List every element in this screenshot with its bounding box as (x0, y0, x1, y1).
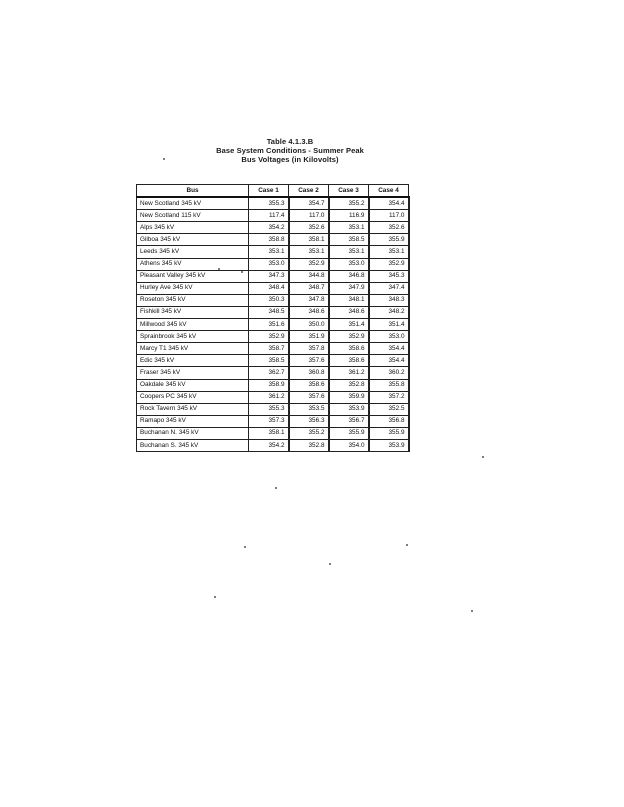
table-row (137, 379, 409, 391)
scan-speck (218, 268, 220, 270)
voltage-cell-case-4: 355.9 (369, 427, 409, 439)
voltage-cell-case-2: 353.1 (289, 246, 329, 258)
voltage-cell-case-2: 357.8 (289, 343, 329, 355)
header-case-2: Case 2 (289, 185, 329, 198)
table-title: Table 4.1.3.B (266, 137, 314, 146)
table-row (137, 222, 409, 234)
voltage-cell-case-4: 117.0 (369, 210, 409, 222)
voltage-cell-case-3: 358.6 (329, 343, 369, 355)
table-row (137, 415, 409, 427)
voltage-cell-case-1: 347.3 (249, 270, 289, 282)
voltage-cell-case-2: 357.6 (289, 391, 329, 403)
voltage-cell-case-1: 357.3 (249, 415, 289, 427)
bus-name-cell: Athens 345 kV (137, 258, 249, 270)
scan-speck (482, 456, 484, 458)
bus-name-cell: Gilboa 345 kV (137, 234, 249, 246)
voltage-cell-case-4: 353.1 (369, 246, 409, 258)
bus-name-cell: Leeds 345 kV (137, 246, 249, 258)
voltage-cell-case-1: 350.3 (249, 294, 289, 306)
voltage-cell-case-1: 117.4 (249, 210, 289, 222)
voltage-cell-case-4: 352.5 (369, 403, 409, 415)
bus-name-cell: New Scotland 345 kV (137, 197, 249, 210)
voltage-cell-case-3: 353.9 (329, 403, 369, 415)
voltage-cell-case-2: 357.6 (289, 355, 329, 367)
voltage-cell-case-3: 352.9 (329, 331, 369, 343)
table-row (137, 270, 409, 282)
voltage-cell-case-2: 352.8 (289, 439, 329, 451)
table-row (137, 234, 409, 246)
table-row (137, 391, 409, 403)
table-row (137, 294, 409, 306)
voltage-cell-case-4: 356.8 (369, 415, 409, 427)
voltage-cell-case-4: 348.2 (369, 306, 409, 318)
voltage-cell-case-2: 355.2 (289, 427, 329, 439)
voltage-cell-case-2: 356.3 (289, 415, 329, 427)
voltage-cell-case-3: 353.1 (329, 222, 369, 234)
voltage-cell-case-4: 354.4 (369, 197, 409, 210)
table-row (137, 367, 409, 379)
voltage-cell-case-3: 353.0 (329, 258, 369, 270)
bus-name-cell: Buchanan S. 345 kV (137, 439, 249, 451)
scan-speck (329, 563, 331, 565)
voltage-cell-case-2: 354.7 (289, 197, 329, 210)
voltage-cell-case-1: 353.1 (249, 246, 289, 258)
header-bus: Bus (137, 185, 249, 198)
voltage-cell-case-4: 354.4 (369, 343, 409, 355)
bus-name-cell: Alps 345 kV (137, 222, 249, 234)
voltage-cell-case-1: 354.2 (249, 222, 289, 234)
bus-name-cell: Pleasant Valley 345 kV (137, 270, 249, 282)
voltage-cell-case-1: 358.8 (249, 234, 289, 246)
voltage-cell-case-3: 353.1 (329, 246, 369, 258)
voltage-cell-case-2: 358.6 (289, 379, 329, 391)
table-row (137, 319, 409, 331)
voltage-cell-case-2: 344.8 (289, 270, 329, 282)
scan-speck (241, 271, 243, 273)
header-case-3: Case 3 (329, 185, 369, 198)
voltage-cell-case-1: 362.7 (249, 367, 289, 379)
voltage-cell-case-3: 347.9 (329, 282, 369, 294)
table-body (137, 197, 409, 451)
voltage-cell-case-1: 361.2 (249, 391, 289, 403)
scan-speck (244, 546, 246, 548)
voltage-cell-case-1: 354.2 (249, 439, 289, 451)
voltage-cell-case-2: 358.1 (289, 234, 329, 246)
table-header-row (137, 185, 409, 198)
voltage-cell-case-3: 355.2 (329, 197, 369, 210)
voltage-cell-case-3: 116.9 (329, 210, 369, 222)
scan-speck (275, 487, 277, 489)
voltage-cell-case-1: 355.3 (249, 403, 289, 415)
voltage-cell-case-4: 357.2 (369, 391, 409, 403)
table-row (137, 282, 409, 294)
voltage-cell-case-3: 348.6 (329, 306, 369, 318)
voltage-cell-case-1: 358.7 (249, 343, 289, 355)
voltage-cell-case-4: 345.3 (369, 270, 409, 282)
voltage-cell-case-4: 352.9 (369, 258, 409, 270)
voltage-cell-case-2: 351.9 (289, 331, 329, 343)
header-case-1: Case 1 (249, 185, 289, 198)
voltage-cell-case-4: 352.6 (369, 222, 409, 234)
voltage-cell-case-2: 352.9 (289, 258, 329, 270)
voltage-cell-case-3: 358.5 (329, 234, 369, 246)
scan-speck (406, 544, 408, 546)
voltage-cell-case-3: 359.9 (329, 391, 369, 403)
bus-name-cell: Coopers PC 345 kV (137, 391, 249, 403)
voltage-cell-case-1: 352.9 (249, 331, 289, 343)
table-row (137, 427, 409, 439)
voltage-cell-case-3: 354.0 (329, 439, 369, 451)
voltage-cell-case-3: 358.6 (329, 355, 369, 367)
table-row (137, 331, 409, 343)
bus-name-cell: Rock Tavern 345 kV (137, 403, 249, 415)
voltage-cell-case-3: 352.8 (329, 379, 369, 391)
table-row (137, 439, 409, 451)
voltage-cell-case-1: 353.0 (249, 258, 289, 270)
voltage-cell-case-1: 348.5 (249, 306, 289, 318)
table-row (137, 246, 409, 258)
table-caption: Bus Voltages (in Kilovolts) (241, 155, 339, 164)
bus-name-cell: Roseton 345 kV (137, 294, 249, 306)
voltage-cell-case-3: 351.4 (329, 319, 369, 331)
table-row (137, 306, 409, 318)
voltage-cell-case-4: 355.9 (369, 234, 409, 246)
bus-name-cell: Marcy T1 345 kV (137, 343, 249, 355)
table-row (137, 403, 409, 415)
table-row (137, 210, 409, 222)
voltage-cell-case-2: 117.0 (289, 210, 329, 222)
bus-name-cell: Fraser 345 kV (137, 367, 249, 379)
table-subtitle: Base System Conditions - Summer Peak (216, 146, 364, 155)
voltage-cell-case-4: 355.8 (369, 379, 409, 391)
voltage-cell-case-2: 348.7 (289, 282, 329, 294)
voltage-cell-case-2: 348.6 (289, 306, 329, 318)
voltage-cell-case-2: 353.5 (289, 403, 329, 415)
scan-speck (471, 610, 473, 612)
voltage-cell-case-2: 347.8 (289, 294, 329, 306)
voltage-cell-case-1: 358.5 (249, 355, 289, 367)
voltage-cell-case-1: 358.9 (249, 379, 289, 391)
bus-name-cell: Hurley Ave 345 kV (137, 282, 249, 294)
voltage-cell-case-1: 351.6 (249, 319, 289, 331)
voltage-cell-case-2: 352.6 (289, 222, 329, 234)
voltage-cell-case-4: 354.4 (369, 355, 409, 367)
voltage-cell-case-3: 346.8 (329, 270, 369, 282)
table-row (137, 258, 409, 270)
voltage-cell-case-3: 356.7 (329, 415, 369, 427)
table-row (137, 355, 409, 367)
bus-name-cell: Edic 345 kV (137, 355, 249, 367)
voltage-cell-case-3: 355.9 (329, 427, 369, 439)
bus-name-cell: Ramapo 345 kV (137, 415, 249, 427)
voltage-cell-case-1: 355.3 (249, 197, 289, 210)
voltage-cell-case-4: 353.0 (369, 331, 409, 343)
voltage-cell-case-4: 347.4 (369, 282, 409, 294)
voltage-cell-case-3: 348.1 (329, 294, 369, 306)
voltage-cell-case-4: 360.2 (369, 367, 409, 379)
table-row (137, 197, 409, 210)
voltage-cell-case-4: 348.3 (369, 294, 409, 306)
bus-name-cell: Fishkill 345 kV (137, 306, 249, 318)
table-row (137, 343, 409, 355)
scan-speck (214, 596, 216, 598)
bus-name-cell: Millwood 345 kV (137, 319, 249, 331)
bus-voltage-table (136, 184, 410, 452)
voltage-cell-case-2: 360.8 (289, 367, 329, 379)
scan-speck (163, 158, 165, 160)
bus-name-cell: Oakdale 345 kV (137, 379, 249, 391)
voltage-cell-case-3: 361.2 (329, 367, 369, 379)
bus-name-cell: New Scotland 115 kV (137, 210, 249, 222)
voltage-cell-case-4: 351.4 (369, 319, 409, 331)
voltage-cell-case-1: 358.1 (249, 427, 289, 439)
voltage-cell-case-2: 350.0 (289, 319, 329, 331)
voltage-cell-case-1: 348.4 (249, 282, 289, 294)
header-case-4: Case 4 (369, 185, 409, 198)
voltage-cell-case-4: 353.9 (369, 439, 409, 451)
bus-name-cell: Buchanan N. 345 kV (137, 427, 249, 439)
bus-name-cell: Sprainbrook 345 kV (137, 331, 249, 343)
